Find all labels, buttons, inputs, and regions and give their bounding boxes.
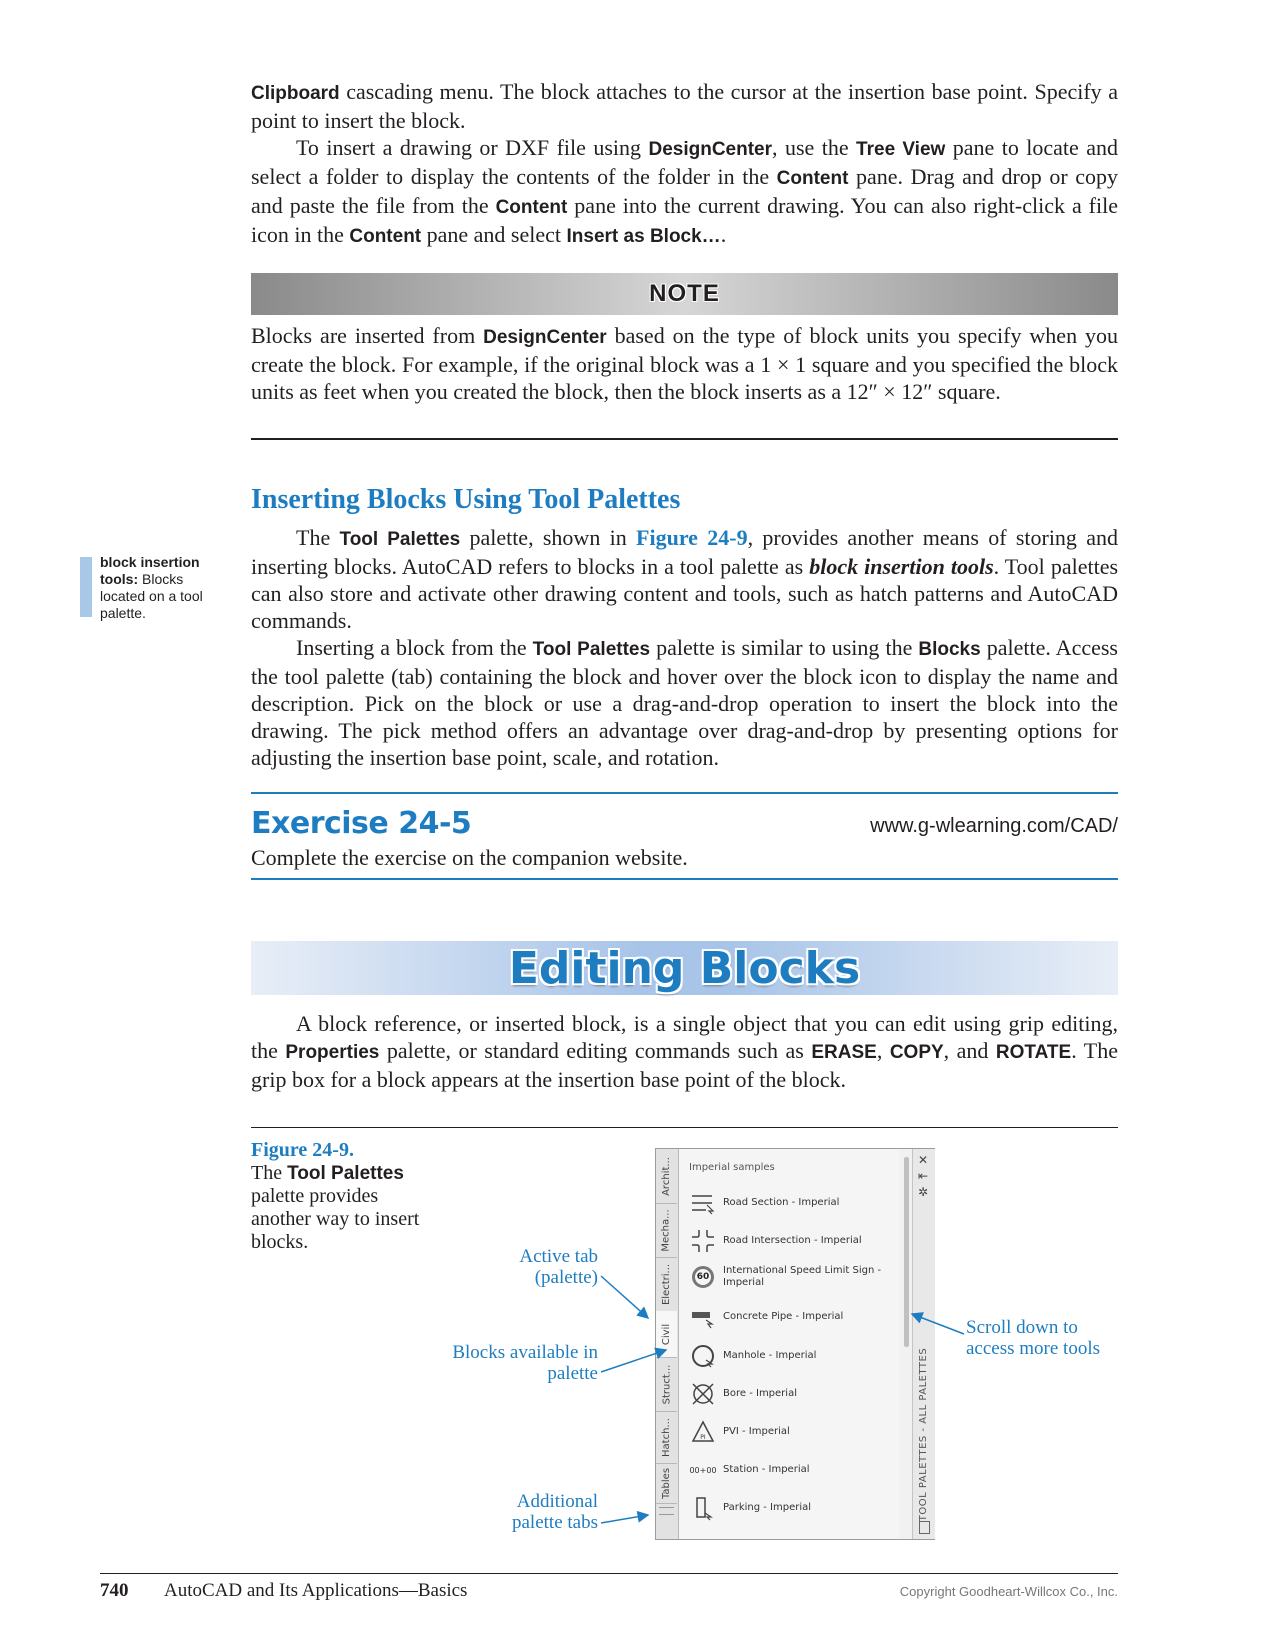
callout-active-tab: Active tab (palette) xyxy=(519,1246,598,1288)
palette-item-label: Station - Imperial xyxy=(723,1464,810,1475)
section-heading-tool-palettes: Inserting Blocks Using Tool Palettes xyxy=(251,484,681,515)
exercise-text: Complete the exercise on the companion website. xyxy=(251,845,688,870)
copyright-notice: Copyright Goodheart-Willcox Co., Inc. xyxy=(899,1584,1118,1599)
palette-tab-electrical[interactable]: Electri... xyxy=(656,1257,677,1312)
section-heading-editing-blocks: Editing Blocks xyxy=(508,942,861,994)
palette-item-label: Manhole - Imperial xyxy=(723,1350,817,1361)
palette-item-label: International Speed Limit Sign - Imperial xyxy=(723,1265,882,1288)
palette-item-label: Concrete Pipe - Imperial xyxy=(723,1311,844,1322)
intro-paragraph-1: Clipboard cascading menu. The block attaches to the cursor at the insertion base point. Specify a point to insert the block. xyxy=(251,79,1118,133)
exercise-url-link[interactable]: www.g-wlearning.com/CAD/ xyxy=(870,815,1118,837)
arrow-scroll xyxy=(912,1314,964,1334)
palette-tab-tables[interactable]: Tables xyxy=(656,1463,677,1504)
note-heading: NOTE xyxy=(649,280,720,307)
tool-palettes-paragraph-2: Inserting a block from the Tool Palettes palette is similar to using the Blocks palette. Access the tool palette (tab) containing the block and hover over the block icon to display the name and description. Pick on the block or use a drag-and-drop operation to insert the block into the drawing. The pick method offers an advantage over drag-and-drop by presenting options for adjusting the insertion base point, scale, and rotation. xyxy=(251,635,1118,770)
glossary-note: block insertion tools: Blocks located on a tool palette. xyxy=(100,554,203,621)
figure-number: Figure 24-9. xyxy=(251,1139,354,1161)
pvi-icon: PI xyxy=(689,1418,717,1446)
callout-blocks-available: Blocks available in palette xyxy=(452,1342,598,1384)
palette-section-label: Imperial samples xyxy=(689,1162,775,1173)
tool-palettes-paragraph-1: The Tool Palettes palette, shown in Figure 24-9, provides another means of storing and inserting blocks. AutoCAD refers to blocks in a tool palette as block insertion tools. Tool palettes can also store and activate other drawing content and tools, such as hatch patterns and AutoCAD commands. xyxy=(251,525,1119,633)
editing-blocks-paragraph: A block reference, or inserted block, is a single object that you can edit using grip editing, the Properties palette, or standard editing commands such as ERASE, COPY, and ROTATE. The grip box for a block appears at the insertion base point of the block. xyxy=(251,1011,1119,1092)
figure-reference-link[interactable]: Figure 24-9 xyxy=(636,525,748,550)
figure-caption: Figure 24-9. The Tool Palettes palette provides another way to insert blocks. xyxy=(251,1139,426,1254)
term-clipboard: Clipboard xyxy=(251,83,340,104)
callout-scroll: Scroll down to access more tools xyxy=(966,1317,1101,1359)
arrow-blocks-available xyxy=(601,1350,666,1372)
auto-hide-icon[interactable]: ⇤ xyxy=(918,1169,929,1183)
page-number: 740 xyxy=(100,1580,129,1601)
close-icon[interactable]: ✕ xyxy=(918,1153,929,1167)
palette-tab-mechanical[interactable]: Mecha... xyxy=(656,1203,677,1258)
palette-tab-civil[interactable]: Civil xyxy=(656,1311,677,1358)
arrow-additional-tabs xyxy=(601,1515,648,1523)
callout-additional-tabs: Additional palette tabs xyxy=(512,1491,598,1533)
palette-item-label: Bore - Imperial xyxy=(723,1388,797,1399)
palette-item-label: Road Section - Imperial xyxy=(723,1197,840,1208)
palette-tab-hatch[interactable]: Hatch... xyxy=(656,1411,677,1464)
station-icon: 00+00 xyxy=(689,1465,717,1475)
palette-tab-architectural[interactable]: Archit... xyxy=(656,1149,677,1204)
palette-tab-structural[interactable]: Struct... xyxy=(656,1357,677,1412)
exercise-title: Exercise 24-5 xyxy=(251,806,472,841)
palette-item-label: Parking - Imperial xyxy=(723,1502,812,1513)
intro-paragraph-2: To insert a drawing or DXF file using DesignCenter, use the Tree View pane to locate and select a folder to display the contents of the folder in the Content pane. Drag and drop or copy and paste the file from the Content pane into the current drawing. You can also right-click a file icon in the Content pane and select Insert as Block…. xyxy=(251,135,1118,247)
note-paragraph: Blocks are inserted from DesignCenter based on the type of block units you specify when you create the block. For example, if the original block was a 1 × 1 square and you specified the block units as feet when you created the block, then the block inserts as a 12″ × 12″ square. xyxy=(251,323,1119,404)
palette-title: TOOL PALETTES - ALL PALETTES xyxy=(918,1347,930,1521)
palette-item-label: Road Intersection - Imperial xyxy=(723,1235,862,1246)
properties-icon[interactable]: ✲ xyxy=(918,1185,929,1199)
palette-item-label: PVI - Imperial xyxy=(723,1426,790,1437)
footer-rule xyxy=(100,1573,1118,1574)
book-title: AutoCAD and Its Applications—Basics xyxy=(164,1580,468,1601)
speed-limit-icon: 60 xyxy=(689,1263,717,1291)
arrow-active-tab xyxy=(601,1276,648,1318)
